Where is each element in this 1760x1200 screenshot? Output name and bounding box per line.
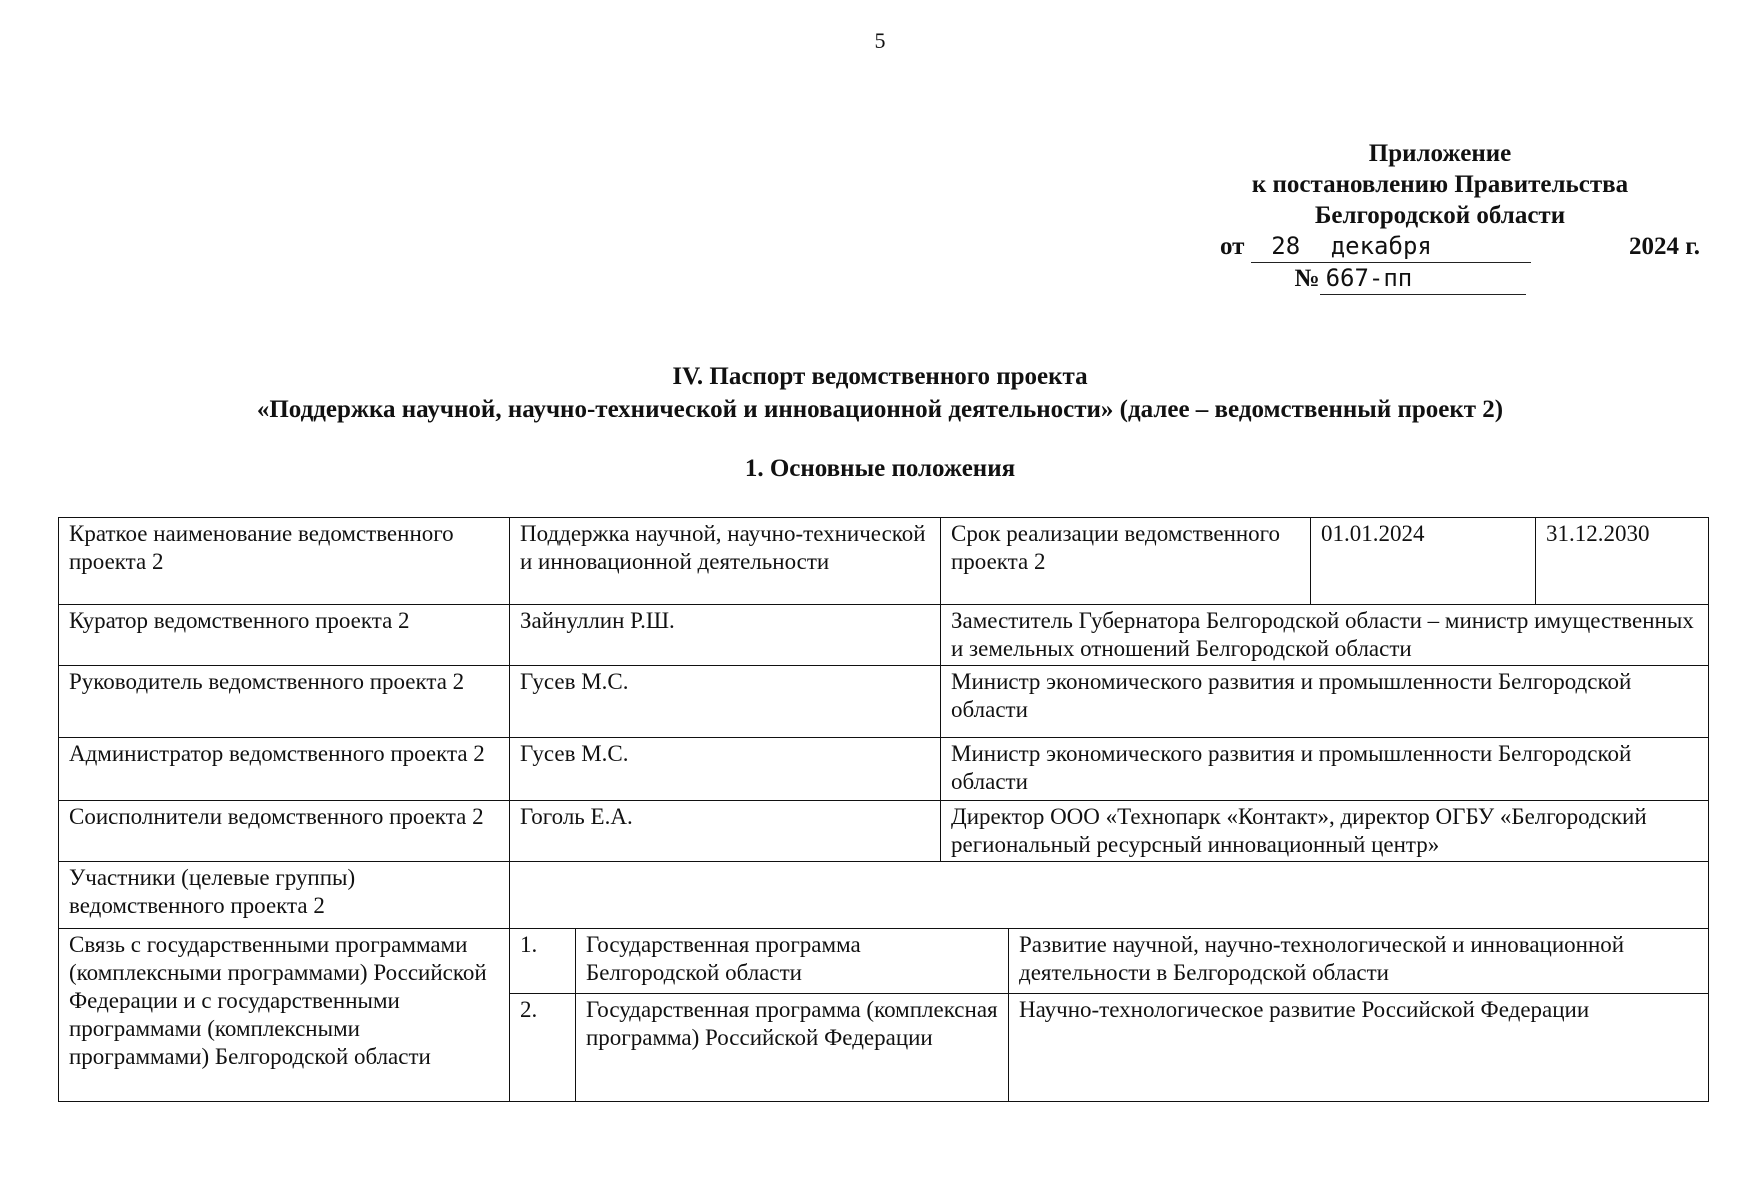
passport-table <box>58 517 1709 1102</box>
table-row-head <box>59 666 1709 738</box>
table-row-administrator <box>59 738 1709 801</box>
participants-value <box>510 862 1709 929</box>
date-prefix: от <box>1220 233 1245 260</box>
coexecutor-name: Гоголь Е.А. <box>510 801 941 862</box>
program-number: 1. <box>510 929 576 994</box>
head-position: Министр экономического развития и промышленности Белгородской области <box>941 666 1709 738</box>
row-label: Соисполнители ведомственного проекта 2 <box>59 801 510 862</box>
term-end: 31.12.2030 <box>1536 518 1709 605</box>
table-row-curator <box>59 605 1709 666</box>
appendix-line-3: Белгородской области <box>1314 202 1566 229</box>
appendix-number-line <box>1180 263 1700 295</box>
row-label: Связь с государственными программами (комплексными программами) Российской Федерации и с государственными программами (комплексными программами) Белгородской области <box>59 929 510 1102</box>
row-label: Краткое наименование ведомственного проекта 2 <box>59 518 510 605</box>
table-row-programs-1 <box>59 929 1709 994</box>
curator-position: Заместитель Губернатора Белгородской области – министр имущественных и земельных отношений Белгородской области <box>941 605 1709 666</box>
program-type: Государственная программа Белгородской области <box>576 929 1009 994</box>
administrator-position: Министр экономического развития и промышленности Белгородской области <box>941 738 1709 801</box>
program-name: Научно-технологическое развитие Российской Федерации <box>1009 994 1709 1102</box>
administrator-name: Гусев М.С. <box>510 738 941 801</box>
row-label: Участники (целевые группы) ведомственного проекта 2 <box>59 862 510 929</box>
date-year: 2024 г. <box>1628 233 1700 260</box>
appendix-title: Приложение <box>1368 140 1512 167</box>
term-label: Срок реализации ведомственного проекта 2 <box>941 518 1311 605</box>
section-title <box>0 360 1760 426</box>
section-title-line-2: «Поддержка научной, научно-технической и инновационной деятельности» (далее – ведомственный проект 2) <box>256 396 1504 423</box>
table-row-coexecutors <box>59 801 1709 862</box>
date-day: 28 <box>1251 231 1321 263</box>
term-start: 01.01.2024 <box>1311 518 1536 605</box>
page-number: 5 <box>874 28 886 53</box>
date-month: декабря <box>1321 231 1531 263</box>
subsection-title: 1. Основные положения <box>744 455 1016 482</box>
row-label: Руководитель ведомственного проекта 2 <box>59 666 510 738</box>
table-row-name <box>59 518 1709 605</box>
section-title-line-1: IV. Паспорт ведомственного проекта <box>672 363 1088 390</box>
coexecutor-position: Директор ООО «Технопарк «Контакт», директор ОГБУ «Белгородский региональный ресурсный инновационный центр» <box>941 801 1709 862</box>
program-number: 2. <box>510 994 576 1102</box>
appendix-date-line <box>1180 231 1700 263</box>
table-row-participants <box>59 862 1709 929</box>
head-name: Гусев М.С. <box>510 666 941 738</box>
number-prefix: № <box>1294 265 1320 292</box>
document-number: 667-пп <box>1320 263 1526 295</box>
program-name: Развитие научной, научно-технологической и инновационной деятельности в Белгородской области <box>1009 929 1709 994</box>
row-label: Куратор ведомственного проекта 2 <box>59 605 510 666</box>
appendix-block <box>1180 138 1700 295</box>
program-type: Государственная программа (комплексная программа) Российской Федерации <box>576 994 1009 1102</box>
row-label: Администратор ведомственного проекта 2 <box>59 738 510 801</box>
curator-name: Зайнуллин Р.Ш. <box>510 605 941 666</box>
project-short-name: Поддержка научной, научно-технической и инновационной деятельности <box>510 518 941 605</box>
appendix-line-2: к постановлению Правительства <box>1251 171 1629 198</box>
